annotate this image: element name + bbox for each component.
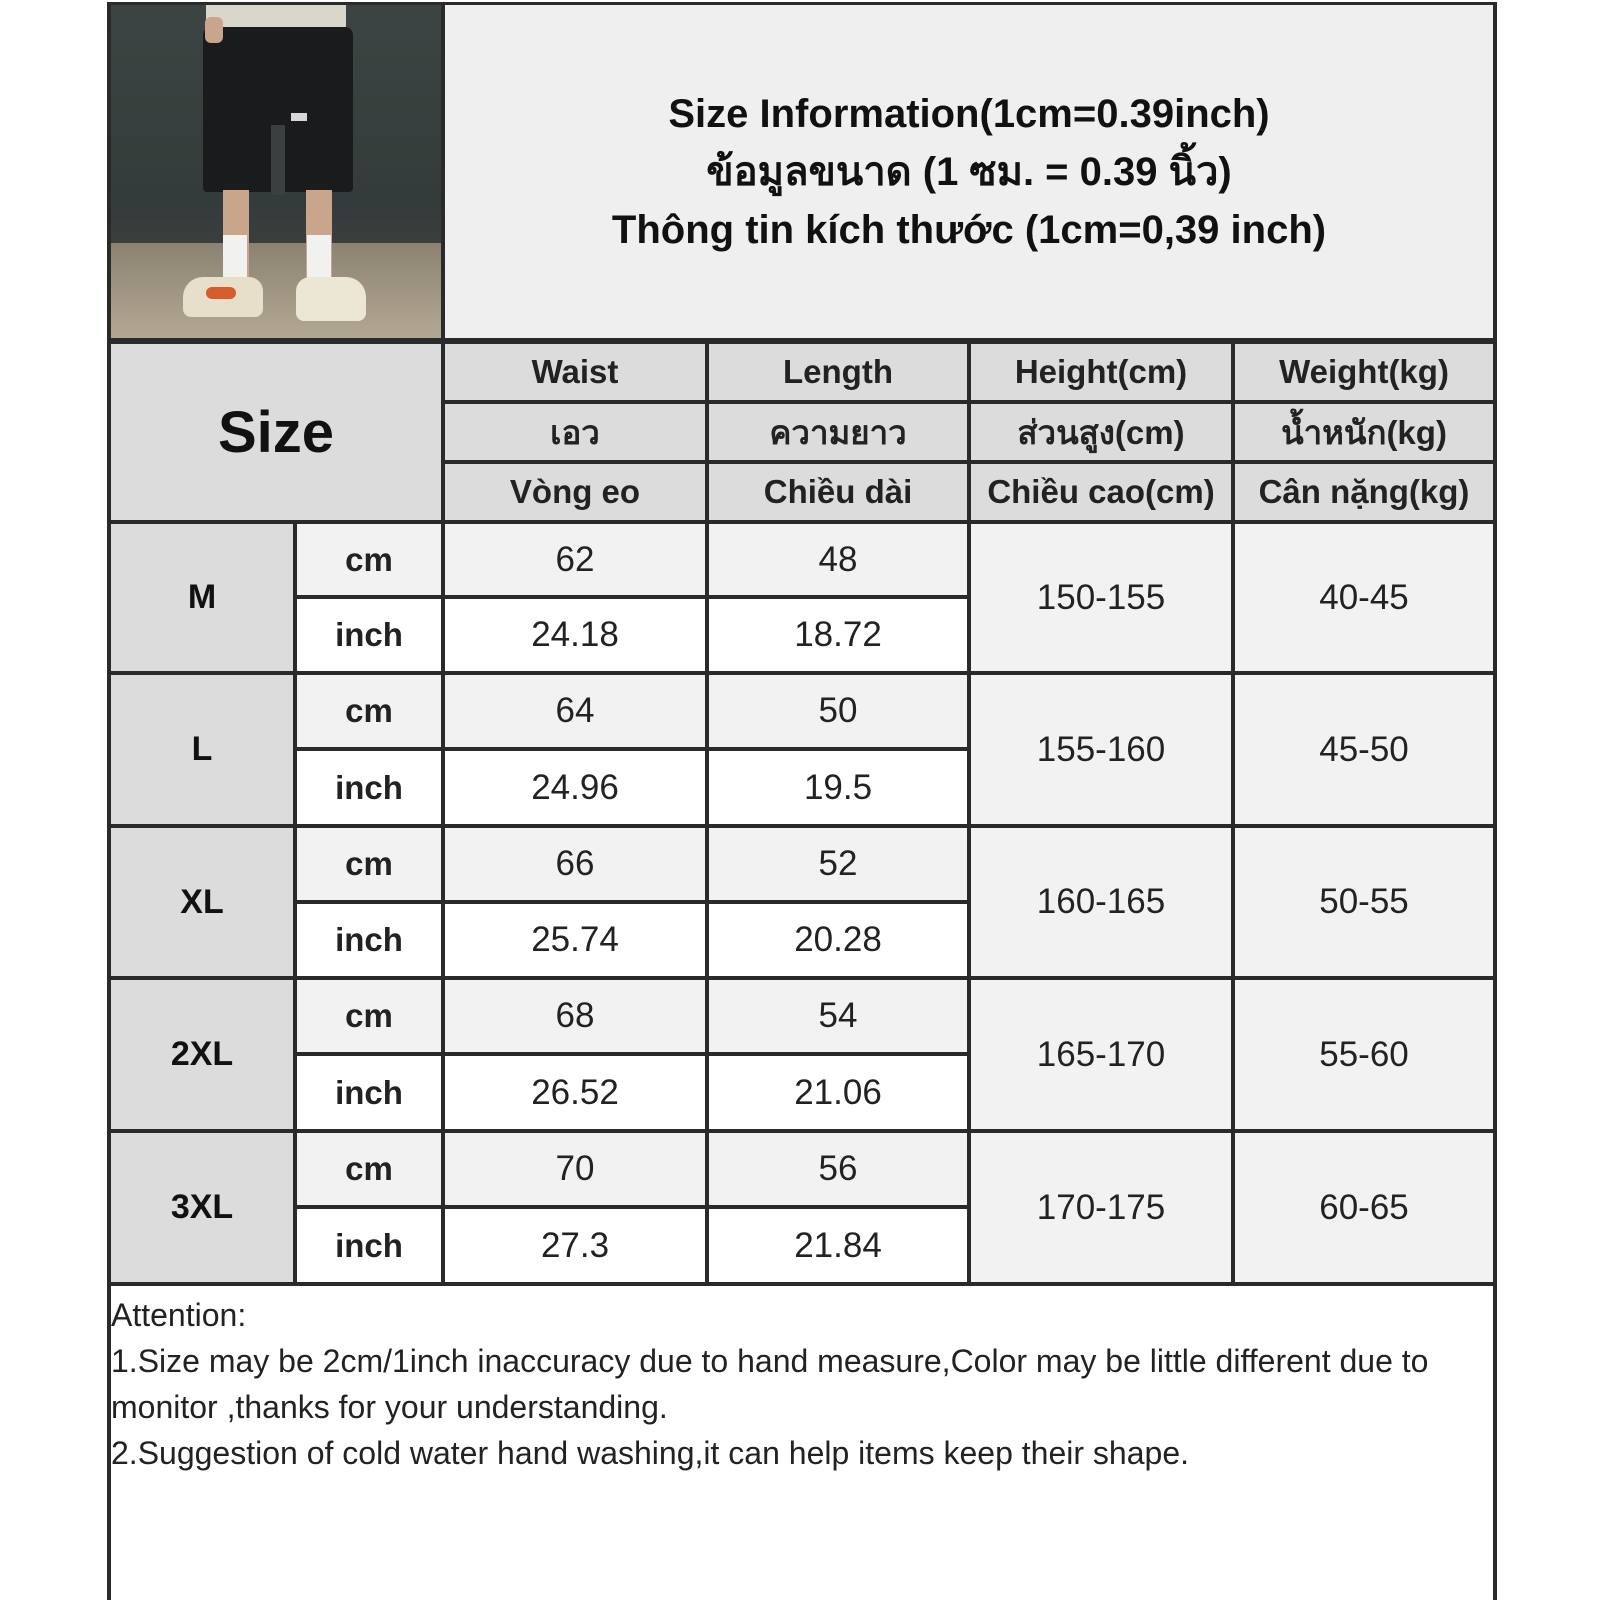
length-cm-cell: 48 bbox=[709, 524, 967, 595]
length-inch-cell: 21.06 bbox=[709, 1056, 967, 1129]
unit-inch-cell: inch bbox=[297, 1209, 441, 1282]
grid-sub-line-3xl bbox=[293, 1205, 971, 1209]
unit-inch-cell: inch bbox=[297, 1056, 441, 1129]
length-inch-cell: 20.28 bbox=[709, 904, 967, 976]
length-inch-cell: 19.5 bbox=[709, 751, 967, 824]
weight-range-cell: 50-55 bbox=[1235, 828, 1493, 976]
grid-sub-line-l bbox=[293, 747, 971, 751]
length-cm-cell: 52 bbox=[709, 828, 967, 900]
length-cm-cell: 56 bbox=[709, 1133, 967, 1205]
note-2: 2.Suggestion of cold water hand washing,it can help items keep their shape. bbox=[111, 1435, 1189, 1471]
notes-heading: Attention: bbox=[111, 1297, 247, 1333]
height-range-cell: 165-170 bbox=[971, 980, 1231, 1129]
grid-border-right bbox=[1493, 2, 1497, 1600]
height-range-cell: 150-155 bbox=[971, 524, 1231, 671]
shorts-gap-shape bbox=[271, 125, 285, 195]
unit-inch-cell: inch bbox=[297, 599, 441, 671]
hand-shape bbox=[205, 17, 223, 43]
unit-inch-cell: inch bbox=[297, 904, 441, 976]
height-range-cell: 155-160 bbox=[971, 675, 1231, 824]
weight-range-cell: 55-60 bbox=[1235, 980, 1493, 1129]
weight-range-cell: 60-65 bbox=[1235, 1133, 1493, 1282]
size-cell-xl: XL bbox=[111, 828, 293, 976]
waist-cm-cell: 68 bbox=[445, 980, 705, 1052]
weight-range-cell: 45-50 bbox=[1235, 675, 1493, 824]
note-1: 1.Size may be 2cm/1inch inaccuracy due to hand measure,Color may be little different due to monitor ,thanks for your understanding. bbox=[111, 1343, 1429, 1425]
col-header-length-th: ความยาว bbox=[709, 404, 967, 460]
unit-cm-cell: cm bbox=[297, 524, 441, 595]
col-header-waist-th: เอว bbox=[445, 404, 705, 460]
waist-cm-cell: 70 bbox=[445, 1133, 705, 1205]
waist-inch-cell: 24.96 bbox=[445, 751, 705, 824]
col-header-height-th: ส่วนสูง(cm) bbox=[971, 404, 1231, 460]
grid-col-divider-3 bbox=[1231, 344, 1235, 1282]
size-info-title-block bbox=[445, 5, 1493, 338]
size-header-label: Size bbox=[217, 399, 335, 465]
title-thai: ข้อมูลขนาด (1 ซม. = 0.39 นิ้ว) bbox=[706, 149, 1232, 194]
grid-row-line-m bbox=[107, 671, 1497, 675]
grid-table-bottom bbox=[107, 1282, 1497, 1286]
height-range-cell: 170-175 bbox=[971, 1133, 1231, 1282]
title-english: Size Information(1cm=0.39inch) bbox=[668, 91, 1270, 136]
col-header-height-vi: Chiều cao(cm) bbox=[971, 464, 1231, 520]
grid-col-divider-2 bbox=[967, 344, 971, 1282]
grid-border-top bbox=[107, 2, 1497, 5]
grid-header-bottom bbox=[107, 520, 1497, 524]
waist-cm-cell: 66 bbox=[445, 828, 705, 900]
shorts-patch-shape bbox=[291, 113, 307, 121]
grid-row-line-l bbox=[107, 824, 1497, 828]
unit-cm-cell: cm bbox=[297, 1133, 441, 1205]
col-header-length-en: Length bbox=[709, 344, 967, 400]
waist-cm-cell: 64 bbox=[445, 675, 705, 747]
grid-sub-line-m bbox=[293, 595, 971, 599]
size-cell-2xl: 2XL bbox=[111, 980, 293, 1129]
grid-title-bottom bbox=[107, 338, 1497, 344]
col-header-height-en: Height(cm) bbox=[971, 344, 1231, 400]
grid-sub-line-xl bbox=[293, 900, 971, 904]
title-vietnamese: Thông tin kích thước (1cm=0,39 inch) bbox=[611, 207, 1327, 252]
size-header-cell bbox=[111, 344, 441, 520]
grid-col-divider-1 bbox=[705, 344, 709, 1282]
col-header-weight-vi: Cân nặng(kg) bbox=[1235, 464, 1493, 520]
unit-cm-cell: cm bbox=[297, 980, 441, 1052]
waist-cm-cell: 62 bbox=[445, 524, 705, 595]
col-header-waist-en: Waist bbox=[445, 344, 705, 400]
size-cell-m: M bbox=[111, 524, 293, 671]
size-cell-3xl: 3XL bbox=[111, 1133, 293, 1282]
unit-inch-cell: inch bbox=[297, 751, 441, 824]
height-range-cell: 160-165 bbox=[971, 828, 1231, 976]
product-photo bbox=[111, 5, 441, 338]
unit-cm-cell: cm bbox=[297, 675, 441, 747]
waist-inch-cell: 26.52 bbox=[445, 1056, 705, 1129]
grid-row-line-2xl bbox=[107, 1129, 1497, 1133]
attention-notes bbox=[111, 1292, 1493, 1476]
grid-sub-line-2xl bbox=[293, 1052, 971, 1056]
waist-inch-cell: 24.18 bbox=[445, 599, 705, 671]
left-shoe-accent-shape bbox=[206, 287, 236, 299]
size-cell-l: L bbox=[111, 675, 293, 824]
length-cm-cell: 50 bbox=[709, 675, 967, 747]
length-inch-cell: 18.72 bbox=[709, 599, 967, 671]
waist-inch-cell: 27.3 bbox=[445, 1209, 705, 1282]
length-inch-cell: 21.84 bbox=[709, 1209, 967, 1282]
col-header-length-vi: Chiều dài bbox=[709, 464, 967, 520]
floor-shape bbox=[111, 243, 441, 338]
grid-row-line-xl bbox=[107, 976, 1497, 980]
unit-cm-cell: cm bbox=[297, 828, 441, 900]
waist-inch-cell: 25.74 bbox=[445, 904, 705, 976]
grid-photo-divider bbox=[441, 2, 445, 1282]
col-header-weight-en: Weight(kg) bbox=[1235, 344, 1493, 400]
col-header-waist-vi: Vòng eo bbox=[445, 464, 705, 520]
weight-range-cell: 40-45 bbox=[1235, 524, 1493, 671]
right-shoe-shape bbox=[296, 277, 366, 321]
col-header-weight-th: น้ำหนัก(kg) bbox=[1235, 404, 1493, 460]
length-cm-cell: 54 bbox=[709, 980, 967, 1052]
